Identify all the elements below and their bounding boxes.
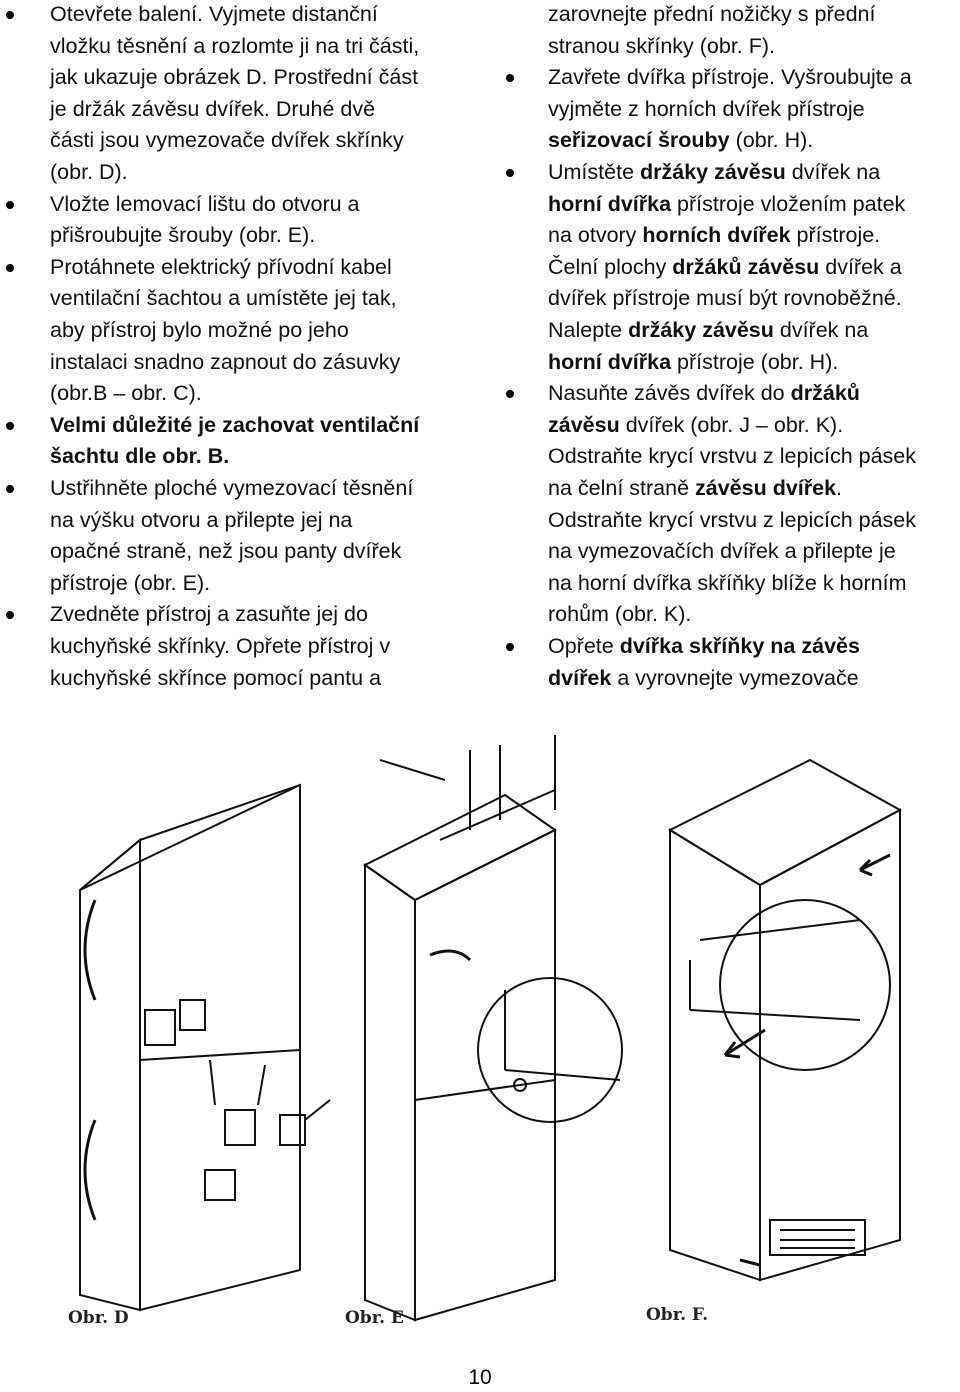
text-segment: a vyrovnejte vymezovače	[611, 665, 859, 690]
text-segment: rohům (obr. K).	[548, 602, 692, 627]
right-text-line	[548, 571, 906, 595]
text-segment: zarovnejte přední nožičky s přední	[548, 2, 876, 26]
left-text-line: Protáhnete elektrický přívodní kabel	[50, 254, 392, 279]
left-text-line: Ustřihněte ploché vymezovací těsnění	[50, 476, 414, 500]
left-text-line: aby přístroj bylo možné po jeho	[50, 318, 349, 342]
right-text-line	[548, 539, 896, 563]
left-text-line: (obr.B – obr. C).	[50, 381, 202, 406]
text-segment: Odstraňte krycí vrstvu z lepicích pásek	[548, 507, 917, 532]
text-segment: přístroje.	[790, 223, 881, 248]
right-text-line	[548, 508, 916, 532]
text-segment: na otvory	[548, 223, 643, 248]
right-text-line	[548, 413, 843, 437]
right-text-line	[548, 65, 912, 89]
text-segment: na horní dvířka skříňky blíže k horním	[548, 570, 907, 595]
left-text-line: Velmi důležité je zachovat ventilační	[50, 412, 420, 437]
installation-figures	[0, 720, 960, 1340]
left-text-line: Vložte lemovací lištu do otvoru a	[50, 191, 360, 216]
right-text-line	[548, 160, 880, 184]
figure-e-fridge	[365, 735, 622, 1320]
right-text-line	[548, 255, 902, 279]
right-text-line	[548, 318, 868, 342]
right-text-line	[548, 350, 838, 374]
bullet-dot	[6, 611, 14, 619]
bullet-dot	[506, 74, 514, 82]
right-text-line	[548, 381, 860, 405]
caption-obr-f: Obr. F.	[646, 1305, 709, 1325]
bullet-dot	[6, 485, 14, 493]
left-text-line: šachtu dle obr. B.	[50, 444, 230, 469]
left-text-line: kuchyňské skřínky. Opřete přístroj v	[50, 634, 391, 658]
right-text-line	[548, 476, 842, 500]
bullet-dot	[6, 264, 14, 272]
bullet-dot	[6, 11, 14, 19]
right-text-line	[548, 2, 875, 26]
bold-text-segment: držáky závěsu	[628, 318, 774, 342]
bullet-dot	[6, 201, 14, 209]
left-text-line: kuchyňské skřínce pomocí pantu a	[50, 665, 382, 690]
bold-text-segment: závěsu	[548, 412, 620, 437]
text-segment: dvířek (obr. J – obr. K).	[619, 412, 844, 437]
left-text-line: instalaci snadno zapnout do zásuvky	[50, 349, 401, 374]
bullet-dot	[506, 643, 514, 651]
text-segment: přístroje (obr. H).	[671, 349, 839, 374]
bold-text-segment: držáky závěsu	[640, 160, 786, 184]
text-segment: Čelní plochy	[548, 254, 673, 279]
fridge-installation-illustration	[0, 720, 960, 1340]
bold-text-segment: závěsu dvířek	[695, 476, 837, 500]
text-segment: Nasuňte závěs dvířek do	[548, 381, 791, 406]
right-text-line	[548, 286, 902, 310]
text-segment: na vymezovačích dvířek a přilepte je	[548, 539, 896, 564]
bold-text-segment: držáků závěsu	[672, 254, 820, 279]
bold-text-segment: držáků	[790, 381, 860, 406]
caption-obr-e: Obr. E	[345, 1308, 404, 1328]
text-segment: (obr. H).	[729, 128, 814, 153]
text-segment: Opřete	[548, 634, 620, 658]
text-segment: dvířek a	[819, 254, 902, 279]
text-segment: na čelní straně	[548, 476, 696, 500]
right-text-line	[548, 34, 775, 58]
left-text-line: je držák závěsu dvířek. Druhé dvě	[50, 96, 376, 121]
bold-text-segment: horních dvířek	[642, 223, 791, 248]
left-text-line: na výšku otvoru a přilepte jej na	[50, 507, 353, 532]
bold-text-segment: dvířek	[548, 665, 612, 690]
left-text-line: přišroubujte šrouby (obr. E).	[50, 223, 316, 248]
text-segment: Zavřete dvířka přístroje. Vyšroubujte a	[548, 65, 912, 90]
left-text-line: Otevřete balení. Vyjmete distanční	[50, 2, 378, 26]
text-segment: dvířek přístroje musí být rovnoběžné.	[548, 286, 902, 311]
left-text-line: (obr. D).	[50, 160, 128, 184]
bold-text-segment: seřizovací šrouby	[548, 128, 730, 153]
text-segment: dvířek na	[785, 160, 881, 184]
text-segment: Odstraňte krycí vrstvu z lepicích pásek	[548, 444, 917, 469]
right-text-line	[548, 128, 813, 152]
left-text-line: přístroje (obr. E).	[50, 570, 211, 595]
text-segment: Umístěte	[548, 160, 640, 184]
bold-text-segment: dvířka skříňky na závěs	[619, 634, 860, 658]
right-text-line	[548, 192, 905, 216]
left-text-line: vložku těsnění a rozlomte ji na tri části,	[50, 33, 420, 58]
right-text-line	[548, 634, 860, 658]
bold-text-segment: horní dvířka	[548, 349, 672, 374]
page-number: 10	[468, 1366, 492, 1389]
text-segment: stranou skřínky (obr. F).	[548, 33, 776, 58]
text-segment: vyjměte z horních dvířek přístroje	[548, 96, 865, 121]
left-text-line: ventilační šachtou a umístěte jej tak,	[50, 286, 397, 311]
left-text-line: jak ukazuje obrázek D. Prostřední část	[50, 65, 419, 90]
figure-d-fridge	[80, 785, 330, 1310]
bold-text-segment: horní dvířka	[548, 191, 672, 216]
left-text-line: opačné straně, než jsou panty dvířek	[50, 539, 402, 564]
right-text-line	[548, 223, 880, 247]
bullet-dot	[506, 169, 514, 177]
right-text-line	[548, 666, 859, 690]
text-segment: .	[836, 476, 843, 500]
left-text-line: Zvedněte přístroj a zasuňte jej do	[50, 602, 368, 627]
caption-obr-d: Obr. D	[68, 1308, 129, 1328]
text-segment: přístroje vložením patek	[671, 191, 906, 216]
bullet-dot	[6, 422, 14, 430]
bullet-dot	[506, 390, 514, 398]
left-text-line: části jsou vymezovače dvířek skřínky	[50, 128, 404, 153]
right-text-line	[548, 97, 865, 121]
figure-f-fridge	[670, 760, 900, 1280]
right-text-line	[548, 602, 691, 626]
text-segment: dvířek na	[773, 318, 869, 342]
text-segment: Nalepte	[548, 318, 629, 342]
right-text-line	[548, 444, 916, 468]
